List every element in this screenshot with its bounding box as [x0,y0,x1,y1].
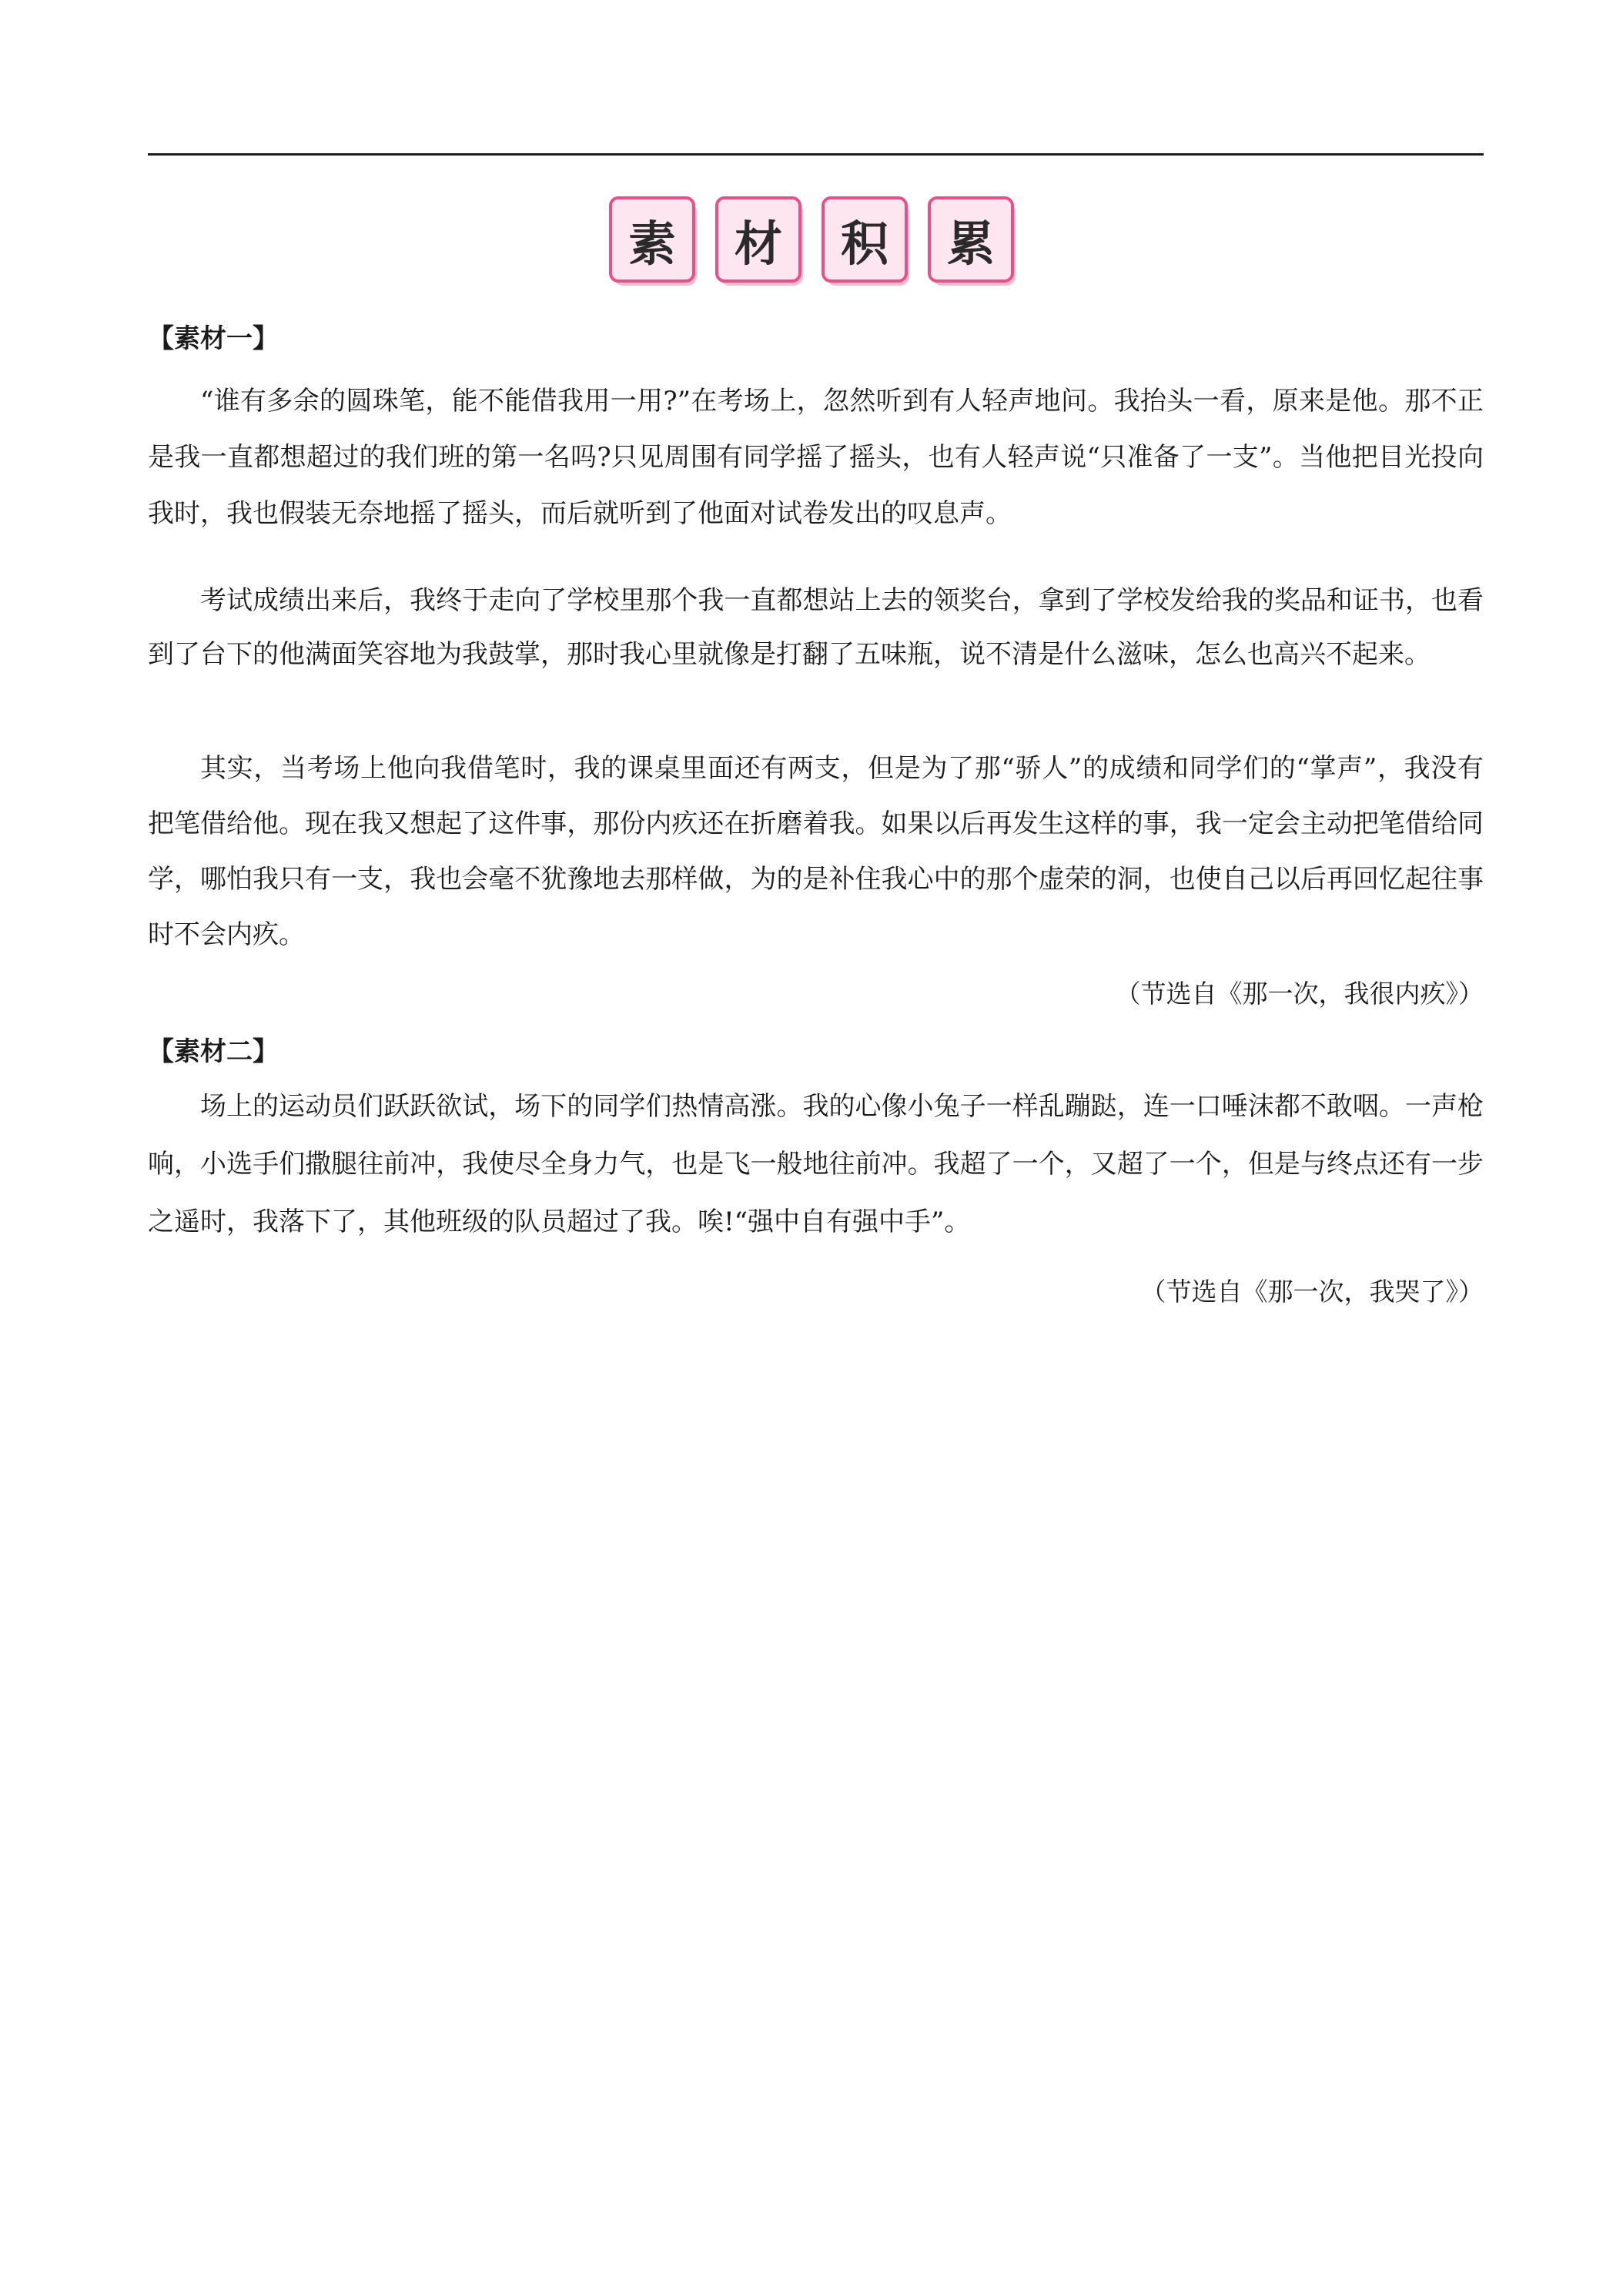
title-char-box [715,196,801,283]
title-char: 累 [928,196,1014,283]
title-char: 材 [715,196,801,283]
material-1-paragraph-2: 考试成绩出来后，我终于走向了学校里那个我一直都想站上去的领奖台，拿到了学校发给我的奖品和证书，也看到了台下的他满面笑容地为我鼓掌，那时我心里就像是打翻了五味瓶，说不清是什么滋味，怎么也高兴不起来。 [148,585,1484,670]
material-1-paragraph-1: “谁有多余的圆珠笔，能不能借我用一用?”在考场上，忽然听到有人轻声地问。我抬头一看，原来是他。那不正是我一直都想超过的我们班的第一名吗?只见周围有同学摇了摇头，也有人轻声说“只准备了一支”。当他把目光投向我时，我也假装无奈地摇了摇头，而后就听到了他面对试卷发出的叹息声。 [148,386,1484,529]
title-char: 积 [822,196,908,283]
title-char-box [609,196,695,283]
title-char-box [928,196,1014,283]
material-1-source: （节选自《那一次，我很内疚》） [1115,979,1484,1009]
material-2-heading: 【素材二】 [148,1036,279,1067]
material-2-paragraph-1: 场上的运动员们跃跃欲试，场下的同学们热情高涨。我的心像小兔子一样乱蹦跶，连一口唾沫都不敢咽。一声枪响，小选手们撒腿往前冲，我使尽全身力气，也是飞一般地往前冲。我超了一个，又超了一个，但是与终点还有一步之遥时，我落下了，其他班级的队员超过了我。唉!“强中自有强中手”。 [148,1091,1484,1237]
material-1-heading: 【素材一】 [148,323,279,354]
title-char: 素 [609,196,695,283]
section-title [0,196,1623,283]
material-1-paragraph-3: 其实，当考场上他向我借笔时，我的课桌里面还有两支，但是为了那“骄人”的成绩和同学们的“掌声”，我没有把笔借给他。现在我又想起了这件事，那份内疚还在折磨着我。如果以后再发生这样的事，我一定会主动把笔借给同学，哪怕我只有一支，我也会毫不犹豫地去那样做，为的是补住我心中的那个虚荣的洞，也使自己以后再回忆起往事时不会内疚。 [148,753,1484,950]
title-char-box [822,196,908,283]
material-2-source: （节选自《那一次，我哭了》） [1140,1277,1484,1307]
header-rule [148,153,1484,156]
